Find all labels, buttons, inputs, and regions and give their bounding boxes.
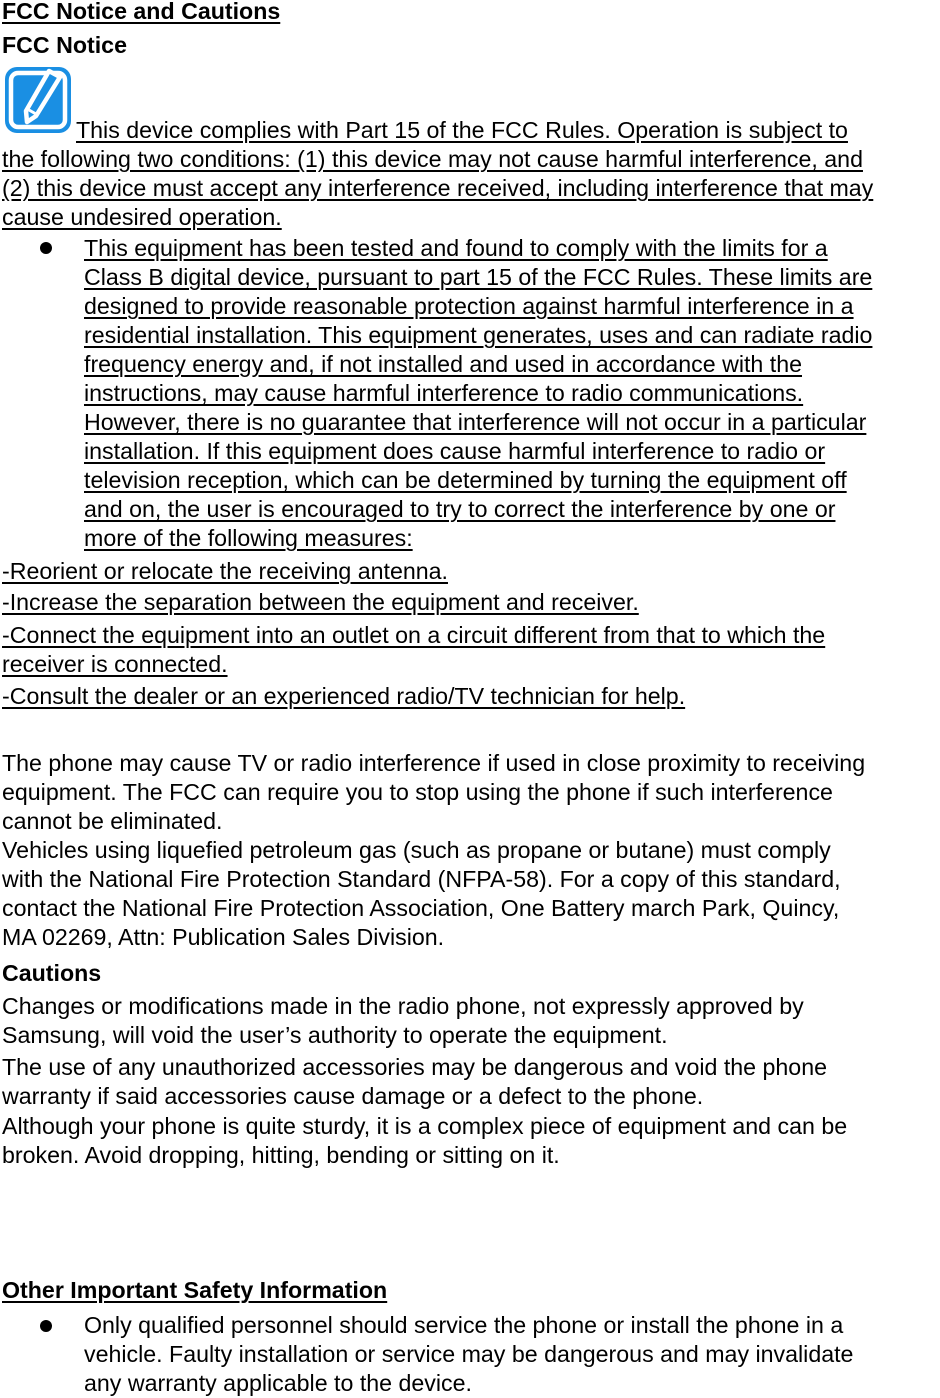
cautions-heading: Cautions [2,960,102,986]
other-safety-bullet-paragraph: Only qualified personnel should service the phone or install the phone in a vehicle. Faulty installation or service may be dangerous and may invalidate any warranty applicable to the device. [84,1312,854,1396]
fcc-notice-heading: FCC Notice [2,32,127,58]
phone-interference-paragraph: The phone may cause TV or radio interference if used in close proximity to receiving equipment. The FCC can require you to stop using the phone if such interference cannot be eliminated. [2,750,866,834]
measure-item: -Increase the separation between the equipment and receiver. [2,589,639,615]
note-pencil-icon [2,64,74,136]
other-safety-heading: Other Important Safety Information [2,1277,388,1303]
page-title: FCC Notice and Cautions [2,0,281,24]
fcc-notice-line: This device complies with Part 15 of the FCC Rules. Operation is subject to [76,117,848,143]
fcc-bullet-paragraph: This equipment has been tested and found to comply with the limits for a Class B digital device, pursuant to part 15 of the FCC Rules. These limits are designed to provide reasonable protection against harmful interference in a residential installation. This equipment generates, uses and can radiate radio frequency energy and, if not installed and used in accordance with the instructions, may cause harmful interference to radio communications. However, there is no guarantee that interference will not occur in a particular installation. If this equipment does cause harmful interference to radio or television reception, which can be determined by turning the equipment off and on, the user is encouraged to try to correct the interference by one or more of the following measures: [84,235,873,551]
bullet-dot [40,242,52,254]
cautions-paragraph: The use of any unauthorized accessories may be dangerous and void the phone warranty if said accessories cause damage or a defect to the phone. [2,1054,827,1109]
cautions-paragraph: Changes or modifications made in the radio phone, not expressly approved by Samsung, will void the user’s authority to operate the equipment. [2,993,804,1048]
bullet-dot [40,1320,52,1332]
measure-item: -Connect the equipment into an outlet on a circuit different from that to which the receiver is connected. [2,622,826,677]
measure-item: -Consult the dealer or an experienced radio/TV technician for help. [2,683,686,709]
fcc-notice-paragraph: the following two conditions: (1) this device may not cause harmful interference, and (2) this device must accept any interference received, including interference that may cause undesired operation. [2,146,874,230]
cautions-paragraph: Although your phone is quite sturdy, it is a complex piece of equipment and can be broken. Avoid dropping, hitting, bending or sitting on it. [2,1113,848,1168]
measure-item: -Reorient or relocate the receiving antenna. [2,558,448,584]
vehicles-paragraph: Vehicles using liquefied petroleum gas (such as propane or butane) must comply with the National Fire Protection Standard (NFPA-58). For a copy of this standard, contact the National Fire Protection Association, One Battery march Park, Quincy, MA 02269, Attn: Publication Sales Division. [2,837,841,950]
